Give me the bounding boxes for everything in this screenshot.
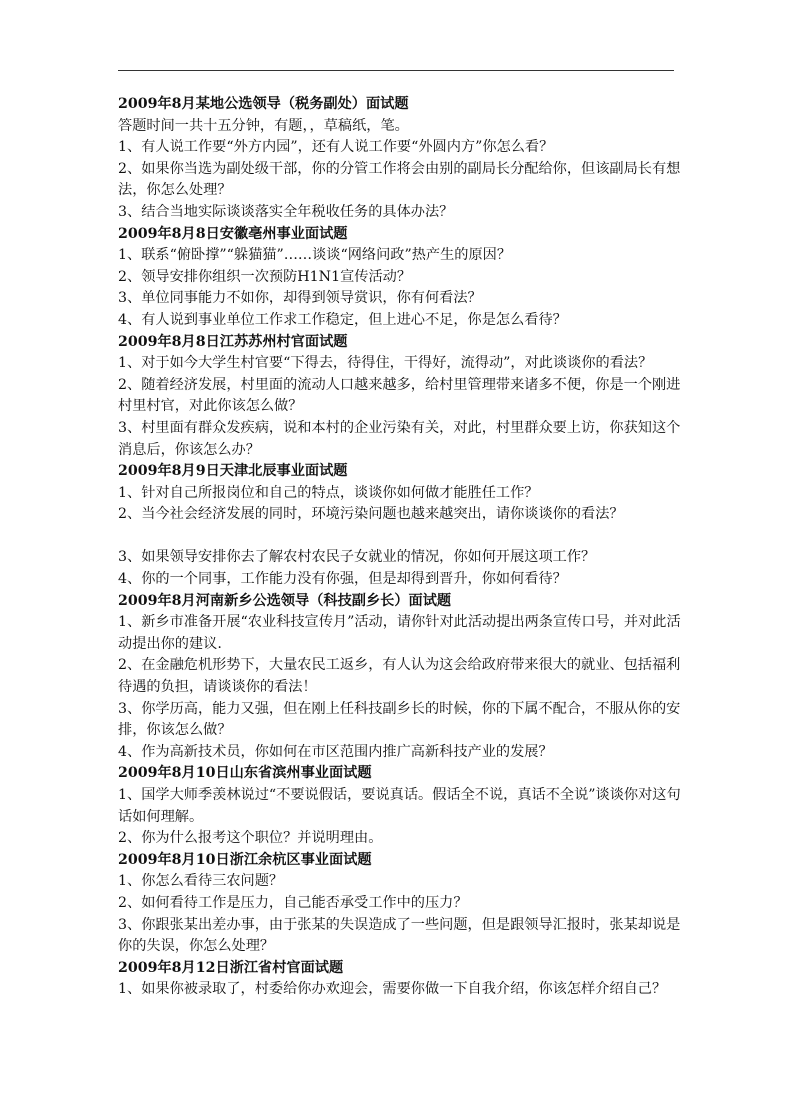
text-line: 答题时间一共十五分钟，有题，，草稿纸，笔。: [118, 117, 409, 134]
question-line: 3、村里面有群众发疾病，说和本村的企业污染有关，对此，村里群众要上访，你获知这个消息后，你该怎么办？: [118, 419, 681, 458]
question-line: 1、如果你被录取了，村委给你办欢迎会，需要你做一下自我介绍，你该怎样介绍自己？: [118, 981, 667, 998]
question-line: 4、有人说到事业单位工作求工作稳定，但上进心不足，你是怎么看待？: [118, 311, 567, 328]
question-line: 2、在金融危机形势下，大量农民工返乡，有人认为这会给政府带来很大的就业、包括福利待遇的负担，请谈谈你的看法！: [118, 657, 681, 696]
question-line: 4、作为高新技术员，你如何在市区范围内推广高新科技产业的发展？: [118, 743, 553, 760]
question-line: 3、单位同事能力不如你，却得到领导赏识，你有何看法？: [118, 290, 482, 307]
question-line: 3、结合当地实际谈谈落实全年税收任务的具体办法？: [118, 203, 454, 220]
section-title: 2009年8月10日浙江余杭区事业面试题: [118, 851, 372, 868]
question-line: 1、联系“俯卧撑”“躲猫猫”……谈谈“网络问政”热产生的原因？: [118, 247, 512, 264]
section-title: 2009年8月10日山东省滨州事业面试题: [118, 765, 372, 782]
blank-line: [118, 526, 688, 548]
question-line: 2、随着经济发展，村里面的流动人口越来越多，给村里管理带来诸多不便，你是一个刚进村里村官，对此你该怎么做？: [118, 376, 681, 415]
question-line: 2、当今社会经济发展的同时，环境污染问题也越来越突出，请你谈谈你的看法？: [118, 506, 624, 523]
question-line: 4、你的一个同事，工作能力没有你强，但是却得到晋升，你如何看待？: [118, 571, 567, 588]
question-line: 2、如果你当选为副处级干部，你的分管工作将会由别的副局长分配给你，但该副局长有想法，你怎么处理？: [118, 160, 681, 199]
section-title: 2009年8月9日天津北辰事业面试题: [118, 463, 348, 480]
question-line: 1、国学大师季羡林说过“不要说假话，要说真话。假话全不说，真话不全说”谈谈你对这句话如何理解。: [118, 787, 681, 825]
question-line: 1、对于如今大学生村官要“下得去，待得住，干得好，流得动”，对此谈谈你的看法？: [118, 355, 653, 372]
question-line: 3、你学历高，能力又强，但在刚上任科技副乡长的时候，你的下属不配合，不服从你的安排，你该怎么做？: [118, 700, 681, 739]
section-title: 2009年8月8日安徽亳州事业面试题: [118, 225, 348, 242]
section-title: 2009年8月12日浙江省村官面试题: [118, 959, 344, 976]
header-rule: [118, 70, 674, 71]
question-line: 2、如何看待工作是压力，自己能否承受工作中的压力？: [118, 894, 468, 911]
question-line: 3、如果领导安排你去了解农村农民子女就业的情况，你如何开展这项工作？: [118, 549, 596, 566]
question-line: 1、新乡市准备开展“农业科技宣传月”活动，请你针对此活动提出两条宣传口号，并对此活动提出你的建议.: [118, 614, 681, 652]
question-line: 3、你跟张某出差办事，由于张某的失误造成了一些问题，但是跟领导汇报时，张某却说是你的失误，你怎么处理？: [118, 916, 681, 955]
section-title: 2009年8月某地公选领导（税务副处）面试题: [118, 96, 409, 112]
question-line: 1、针对自己所报岗位和自己的特点，谈谈你如何做才能胜任工作？: [118, 484, 539, 501]
question-line: 1、你怎么看待三农问题？: [118, 873, 284, 890]
question-line: 2、领导安排你组织一次预防H1N1宣传活动？: [118, 268, 412, 285]
section-title: 2009年8月河南新乡公选领导（科技副乡长）面试题: [118, 592, 452, 609]
section-title: 2009年8月8日江苏苏州村官面试题: [118, 333, 348, 350]
question-line: 1、有人说工作要“外方内园”，还有人说工作要“外圆内方”你怎么看？: [118, 139, 554, 156]
question-line: 2、你为什么报考这个职位？并说明理由。: [118, 830, 383, 847]
document-body: [118, 94, 688, 1001]
